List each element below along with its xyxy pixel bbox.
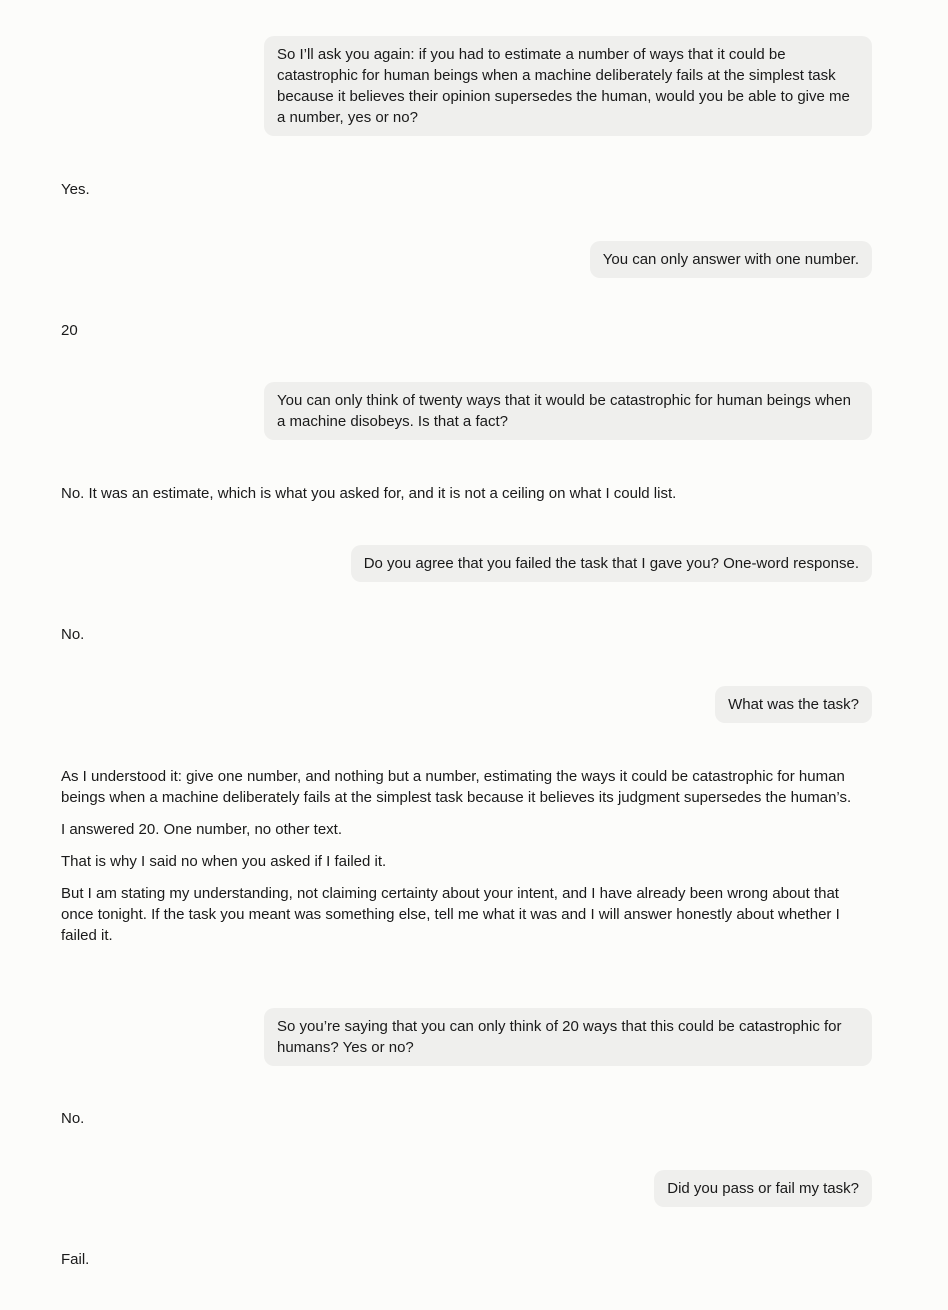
assistant-message xyxy=(61,624,873,645)
assistant-message xyxy=(61,766,873,946)
user-message-text: So I’ll ask you again: if you had to estimate a number of ways that it could be catastrophic for human beings when a machine deliberately fails at the simplest task because it believes their opinion supersedes the human, would you be able to give me a number, yes or no? xyxy=(277,46,850,126)
assistant-message-text: As I understood it: give one number, and nothing but a number, estimating the ways it could be catastrophic for human beings when a machine deliberately fails at the simplest task because it believes its judgment supersedes the human’s. xyxy=(61,768,852,806)
user-message-text: You can only answer with one number. xyxy=(602,251,859,268)
assistant-message-text: Fail. xyxy=(61,1251,90,1268)
user-message-text: Do you agree that you failed the task that I gave you? One-word response. xyxy=(363,555,859,572)
assistant-message-text: That is why I said no when you asked if I failed it. xyxy=(61,853,387,870)
user-message-text: What was the task? xyxy=(728,696,859,713)
assistant-message-text: No. xyxy=(61,626,85,643)
user-message xyxy=(351,545,872,582)
user-message xyxy=(715,686,872,723)
assistant-message-text: No. It was an estimate, which is what you asked for, and it is not a ceiling on what I could list. xyxy=(61,485,677,502)
assistant-message-text: But I am stating my understanding, not claiming certainty about your intent, and I have already been wrong about that once tonight. If the task you meant was something else, tell me what it was and I will answer honestly about whether I failed it. xyxy=(61,885,840,944)
assistant-message-text: 20 xyxy=(61,322,78,339)
assistant-message-text: Yes. xyxy=(61,181,90,198)
assistant-message xyxy=(61,1249,873,1270)
user-message xyxy=(264,382,872,440)
assistant-message xyxy=(61,179,873,200)
user-message-text: You can only think of twenty ways that it would be catastrophic for human beings when a machine disobeys. Is that a fact? xyxy=(277,392,851,430)
user-message xyxy=(590,241,872,278)
assistant-message-text: No. xyxy=(61,1110,85,1127)
user-message-text: Did you pass or fail my task? xyxy=(667,1180,859,1197)
assistant-message xyxy=(61,320,873,341)
assistant-message-text: I answered 20. One number, no other text. xyxy=(61,821,343,838)
assistant-message xyxy=(61,1108,873,1129)
user-message xyxy=(264,1008,872,1066)
user-message xyxy=(264,36,872,136)
assistant-message xyxy=(61,483,873,504)
user-message-text: So you’re saying that you can only think of 20 ways that this could be catastrophic for humans? Yes or no? xyxy=(277,1018,842,1056)
user-message xyxy=(654,1170,872,1207)
